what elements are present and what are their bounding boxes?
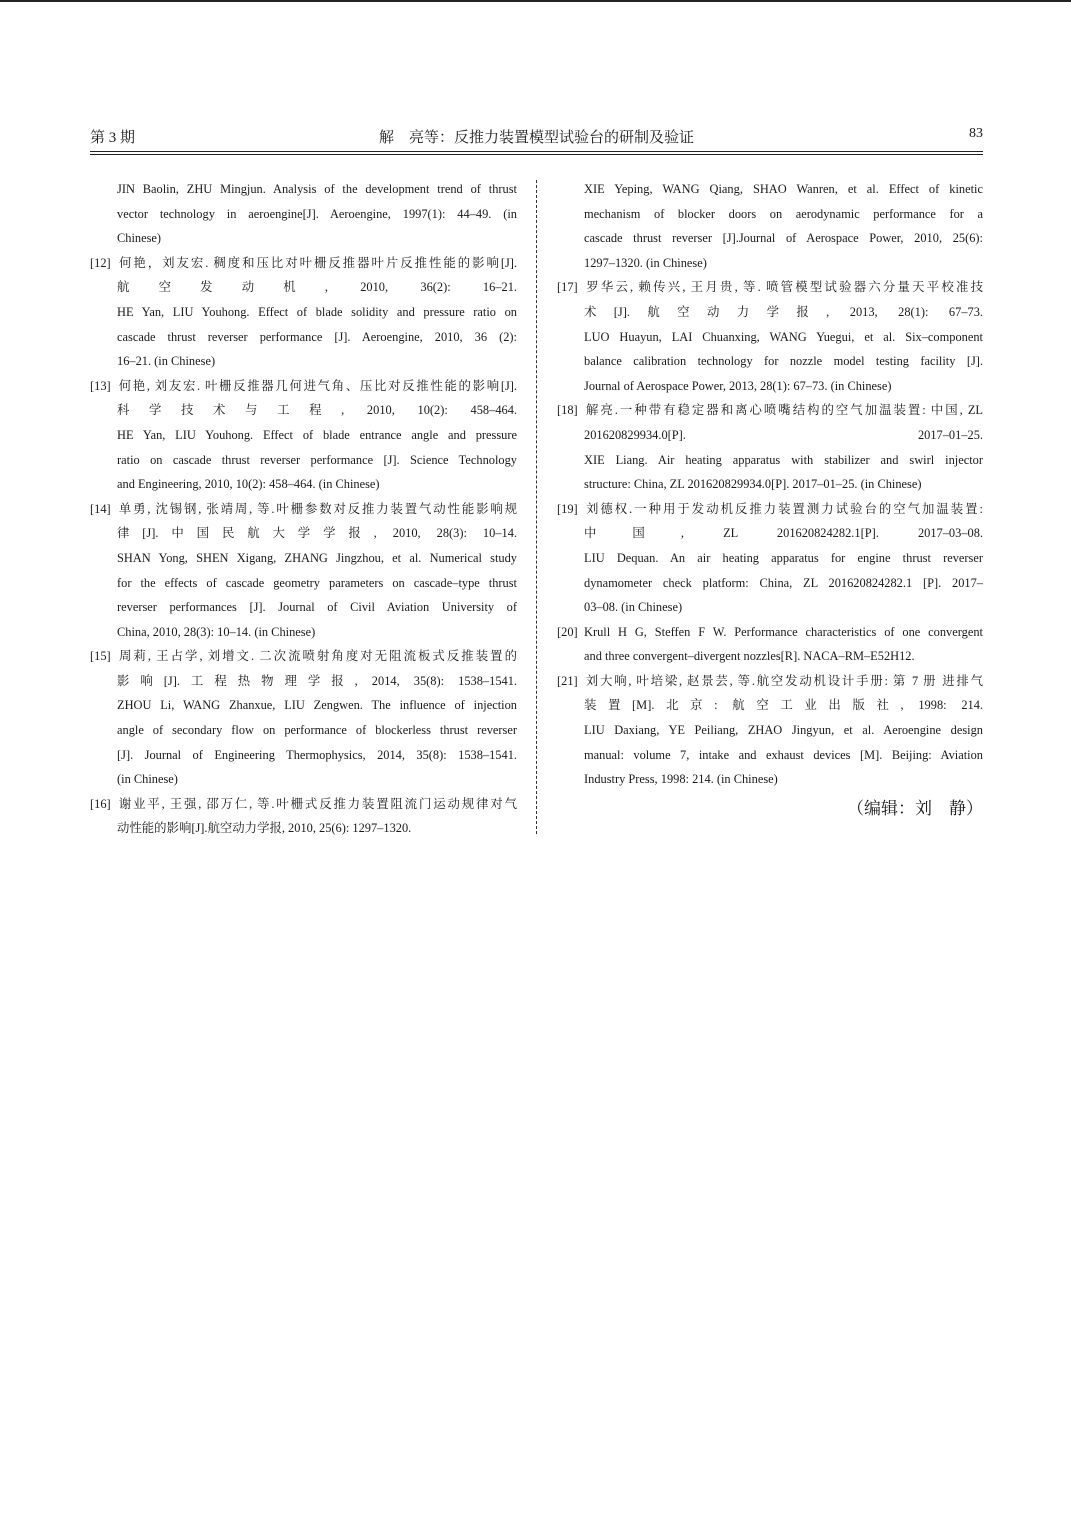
reference-text: 谢业平, 王强, 邵万仁, 等.叶栅式反推力装置阻流门运动规律对气 (117, 796, 517, 811)
top-border-rule (0, 0, 1071, 2)
reference-number: [17] (557, 280, 578, 295)
reference-line: [J]. Journal of Engineering Thermophysics, 2014, 35(8): 1538–1541. (117, 747, 517, 762)
reference-number: [16] (90, 796, 111, 811)
reference-entry (90, 374, 517, 497)
reference-line: reverser performances [J]. Journal of Civil Aviation University of (117, 600, 517, 615)
reference-line: LIU Daxiang, YE Peiliang, ZHAO Jingyun, et al. Aeroengine design (584, 723, 983, 738)
reference-text: 周莉, 王占学, 刘增文. 二次流喷射角度对无阻流板式反推装置的 (117, 649, 517, 664)
reference-line (557, 275, 983, 300)
reference-entry (90, 792, 517, 841)
running-title: 解 亮等：反推力装置模型试验台的研制及验证 (378, 130, 694, 146)
issue-label: 第 3 期 (90, 130, 136, 146)
reference-line: (in Chinese) (117, 772, 178, 787)
reference-line: LIU Dequan. An air heating apparatus for engine thrust reverser (584, 550, 983, 565)
reference-text: 解亮.一种带有稳定器和离心喷嘴结构的空气加温装置: 中国, ZL (584, 403, 983, 418)
reference-entry (557, 275, 983, 398)
reference-line: mechanism of blocker doors on aerodynamic performance for a (584, 206, 983, 221)
reference-line: vector technology in aeroengine[J]. Aeroengine, 1997(1): 44–49. (in (117, 206, 517, 221)
reference-number: [15] (90, 649, 111, 664)
header-rule-thin (90, 154, 983, 155)
reference-text: 单勇, 沈锡钢, 张靖周, 等.叶栅参数对反推力装置气动性能影响规 (117, 501, 517, 516)
running-header (90, 126, 983, 150)
reference-line: cascade thrust reverser performance [J]. Aeroengine, 2010, 36 (2): (117, 329, 517, 344)
reference-line: and three convergent–divergent nozzles[R]. NACA–RM–E52H12. (584, 649, 915, 664)
reference-line: Journal of Aerospace Power, 2013, 28(1): 67–73. (in Chinese) (584, 378, 892, 393)
reference-line: 航空发动机, 2010, 36(2): 16–21. (117, 280, 517, 295)
reference-line: manual: volume 7, intake and exhaust devices [M]. Beijing: Aviation (584, 747, 983, 762)
reference-line: China, 2010, 28(3): 10–14. (in Chinese) (117, 624, 316, 639)
reference-line: dynamometer check platform: China, ZL 201620824282.1 [P]. 2017– (584, 575, 983, 590)
reference-text: 刘大响, 叶培梁, 赵景芸, 等.航空发动机设计手册: 第 7 册 进排气 (584, 673, 983, 688)
reference-line: 中国, ZL 201620824282.1[P]. 2017–03–08. (584, 526, 983, 541)
reference-text: Krull H G, Steffen F W. Performance characteristics of one convergent (584, 624, 983, 639)
reference-line: ratio on cascade thrust reverser performance [J]. Science Technology (117, 452, 517, 467)
reference-line: 1297–1320. (in Chinese) (584, 255, 707, 270)
reference-line: Chinese) (117, 231, 162, 246)
reference-line: for the effects of cascade geometry parameters on cascade–type thrust (117, 575, 517, 590)
reference-line: Industry Press, 1998: 214. (in Chinese) (584, 772, 778, 787)
reference-line: structure: China, ZL 201620829934.0[P]. 2017–01–25. (in Chinese) (584, 477, 922, 492)
reference-line: 16–21. (in Chinese) (117, 354, 216, 369)
reference-text: 刘德权.一种用于发动机反推力装置测力试验台的空气加温装置: (584, 501, 983, 516)
reference-line (557, 398, 983, 423)
reference-number: [12] (90, 255, 111, 270)
reference-number: [14] (90, 501, 111, 516)
editor-credit: （编辑：刘 静） (847, 799, 983, 818)
reference-text: 罗华云, 赖传兴, 王月贵, 等. 喷管模型试验器六分量天平校准技 (584, 280, 983, 295)
reference-entry (557, 398, 983, 496)
reference-number: [21] (557, 673, 578, 688)
reference-line: XIE Liang. Air heating apparatus with stabilizer and swirl injector (584, 452, 983, 467)
reference-line: 03–08. (in Chinese) (584, 600, 683, 615)
header-rule (90, 151, 983, 152)
reference-number: [20] (557, 624, 578, 639)
reference-entry (90, 251, 517, 374)
reference-entry (90, 644, 517, 792)
reference-line: XIE Yeping, WANG Qiang, SHAO Wanren, et al. Effect of kinetic (584, 182, 983, 196)
references-right-column (557, 177, 983, 792)
reference-entry (557, 669, 983, 792)
reference-line: 影响[J].工程热物理学报, 2014, 35(8): 1538–1541. (117, 673, 517, 688)
reference-line (557, 620, 983, 645)
reference-entry (557, 177, 983, 275)
reference-number: [19] (557, 501, 578, 516)
reference-line: HE Yan, LIU Youhong. Effect of blade entrance angle and pressure (117, 427, 517, 442)
reference-line (90, 374, 517, 399)
reference-line: 动性能的影响[J].航空动力学报, 2010, 25(6): 1297–1320. (117, 821, 412, 836)
reference-entry (90, 177, 517, 251)
reference-number: [18] (557, 403, 578, 418)
reference-line (557, 669, 983, 694)
reference-text: 何艳，刘友宏. 稠度和压比对叶栅反推器叶片反推性能的影响[J]. (117, 255, 517, 270)
reference-line: balance calibration technology for nozzle model testing facility [J]. (584, 354, 983, 369)
reference-text: 何艳, 刘友宏. 叶栅反推器几何进气角、压比对反推性能的影响[J]. (117, 378, 517, 393)
reference-line: angle of secondary flow on performance of blockerless thrust reverser (117, 723, 517, 738)
reference-line: SHAN Yong, SHEN Xigang, ZHANG Jingzhou, et al. Numerical study (117, 550, 517, 565)
reference-entry (557, 497, 983, 620)
reference-entry (90, 497, 517, 645)
reference-line: and Engineering, 2010, 10(2): 458–464. (in Chinese) (117, 477, 380, 492)
reference-line: 科学技术与工程, 2010, 10(2): 458–464. (117, 403, 517, 418)
reference-line: ZHOU Li, WANG Zhanxue, LIU Zengwen. The influence of injection (117, 698, 517, 713)
reference-entry (557, 620, 983, 669)
reference-line: JIN Baolin, ZHU Mingjun. Analysis of the development trend of thrust (117, 182, 517, 196)
reference-line (90, 497, 517, 522)
reference-line: 律[J].中国民航大学学报, 2010, 28(3): 10–14. (117, 526, 517, 541)
reference-line: LUO Huayun, LAI Chuanxing, WANG Yuegui, et al. Six–component (584, 329, 983, 344)
reference-line: 201620829934.0[P]. 2017–01–25. (584, 427, 983, 442)
page-number: 83 (969, 126, 983, 141)
reference-line: HE Yan, LIU Youhong. Effect of blade solidity and pressure ratio on (117, 304, 517, 319)
reference-line (90, 644, 517, 669)
reference-line: 术[J].航空动力学报, 2013, 28(1): 67–73. (584, 304, 983, 319)
reference-line (557, 497, 983, 522)
column-divider (536, 180, 537, 834)
reference-number: [13] (90, 378, 111, 393)
references-left-column (90, 177, 517, 841)
reference-line (90, 251, 517, 276)
reference-line: cascade thrust reverser [J].Journal of Aerospace Power, 2010, 25(6): (584, 231, 983, 246)
reference-line (90, 792, 517, 817)
reference-line: 装置[M].北京: 航空工业出版社, 1998: 214. (584, 698, 983, 713)
